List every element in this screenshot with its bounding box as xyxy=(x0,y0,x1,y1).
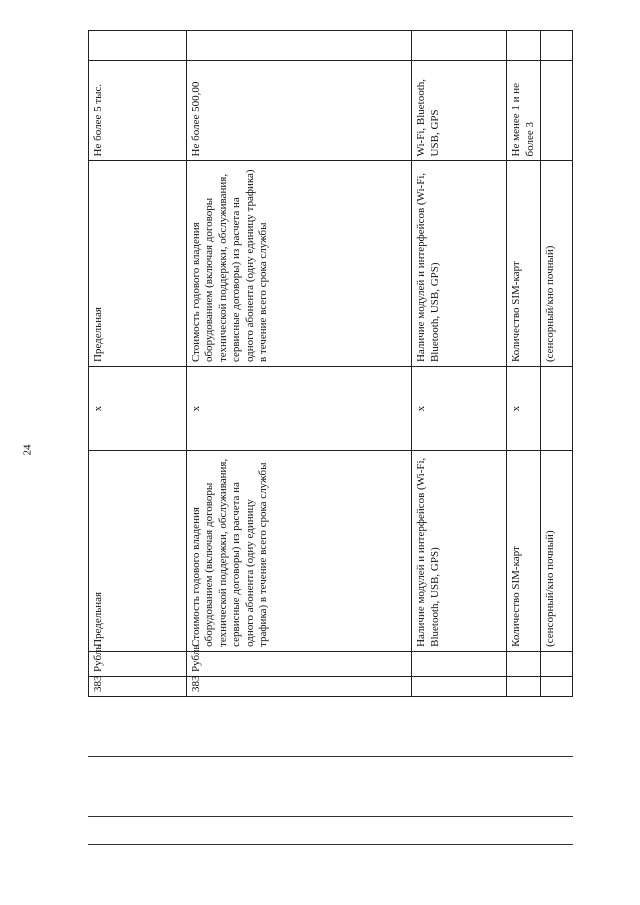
table-cell-char2: Наличие модулей и интерфейсов (Wi-Fi, Bluetooth, USB, GPS) xyxy=(412,161,507,367)
table-row xyxy=(187,31,412,697)
table-cell-value: Не более 500,00 xyxy=(187,61,412,161)
table-cell-num xyxy=(412,676,507,696)
table-cell-num xyxy=(507,676,541,696)
table-cell-x: x xyxy=(187,367,412,451)
table-cell-unit xyxy=(412,651,507,676)
table-cell-char1: Предельная xyxy=(89,451,187,652)
table-cell-char1: Наличие модулей и интерфейсов (Wi-Fi, Bluetooth, USB, GPS) xyxy=(412,451,507,652)
table-cell-num: 383 xyxy=(89,676,187,696)
table-cell-last xyxy=(507,31,541,61)
rotated-content xyxy=(88,30,573,905)
table-cell-unit: Рубль xyxy=(187,651,412,676)
table-cell-char1: Количество SIM-карт xyxy=(507,451,541,652)
spec-table xyxy=(88,30,573,697)
table-cell-num xyxy=(540,676,572,696)
rule-line xyxy=(88,844,573,845)
table-cell-value: Не более 5 тыс. xyxy=(89,61,187,161)
table-row xyxy=(507,31,541,697)
table-cell-char2: (сенсорный/кно почный) xyxy=(540,161,572,367)
table-cell-unit: Рубль xyxy=(89,651,187,676)
table-cell-x xyxy=(540,367,572,451)
table-cell-x: x xyxy=(507,367,541,451)
table-cell-char1: (сенсорный/кно почный) xyxy=(540,451,572,652)
table-cell-num: 383 xyxy=(187,676,412,696)
table-row xyxy=(540,31,572,697)
table-cell-value: Не менее 1 и не более 3 xyxy=(507,61,541,161)
table-cell-value: Wi-Fi, Bluetooth, USB, GPS xyxy=(412,61,507,161)
table-cell-last xyxy=(89,31,187,61)
rule-line xyxy=(88,756,573,757)
table-body xyxy=(89,31,573,697)
page-number: 24 xyxy=(21,444,34,456)
table-row xyxy=(89,31,187,697)
table-cell-last xyxy=(540,31,572,61)
table-cell-last xyxy=(187,31,412,61)
table-cell-x: x xyxy=(412,367,507,451)
table-cell-unit xyxy=(507,651,541,676)
table-cell-char2: Стоимость годового владения оборудованием (включая договоры технической поддержки, обслуживания, сервисные договоры) из расчета на одного абонента (одну единицу трафика) в течение всего срока службы xyxy=(187,161,412,367)
table-cell-last xyxy=(412,31,507,61)
rule-line xyxy=(88,816,573,817)
table-cell-x: x xyxy=(89,367,187,451)
table-cell-char2: Количество SIM-карт xyxy=(507,161,541,367)
table-cell-value xyxy=(540,61,572,161)
left-rules xyxy=(88,697,573,905)
table-cell-char1: Стоимость годового владения оборудованием (включая договоры технической поддержки, обслуживания, сервисные договоры) из расчета на одного абонента (одну единицу трафика) в течение всего срока службы xyxy=(187,451,412,652)
table-row xyxy=(412,31,507,697)
table-cell-char2: Предельная xyxy=(89,161,187,367)
table-cell-unit xyxy=(540,651,572,676)
